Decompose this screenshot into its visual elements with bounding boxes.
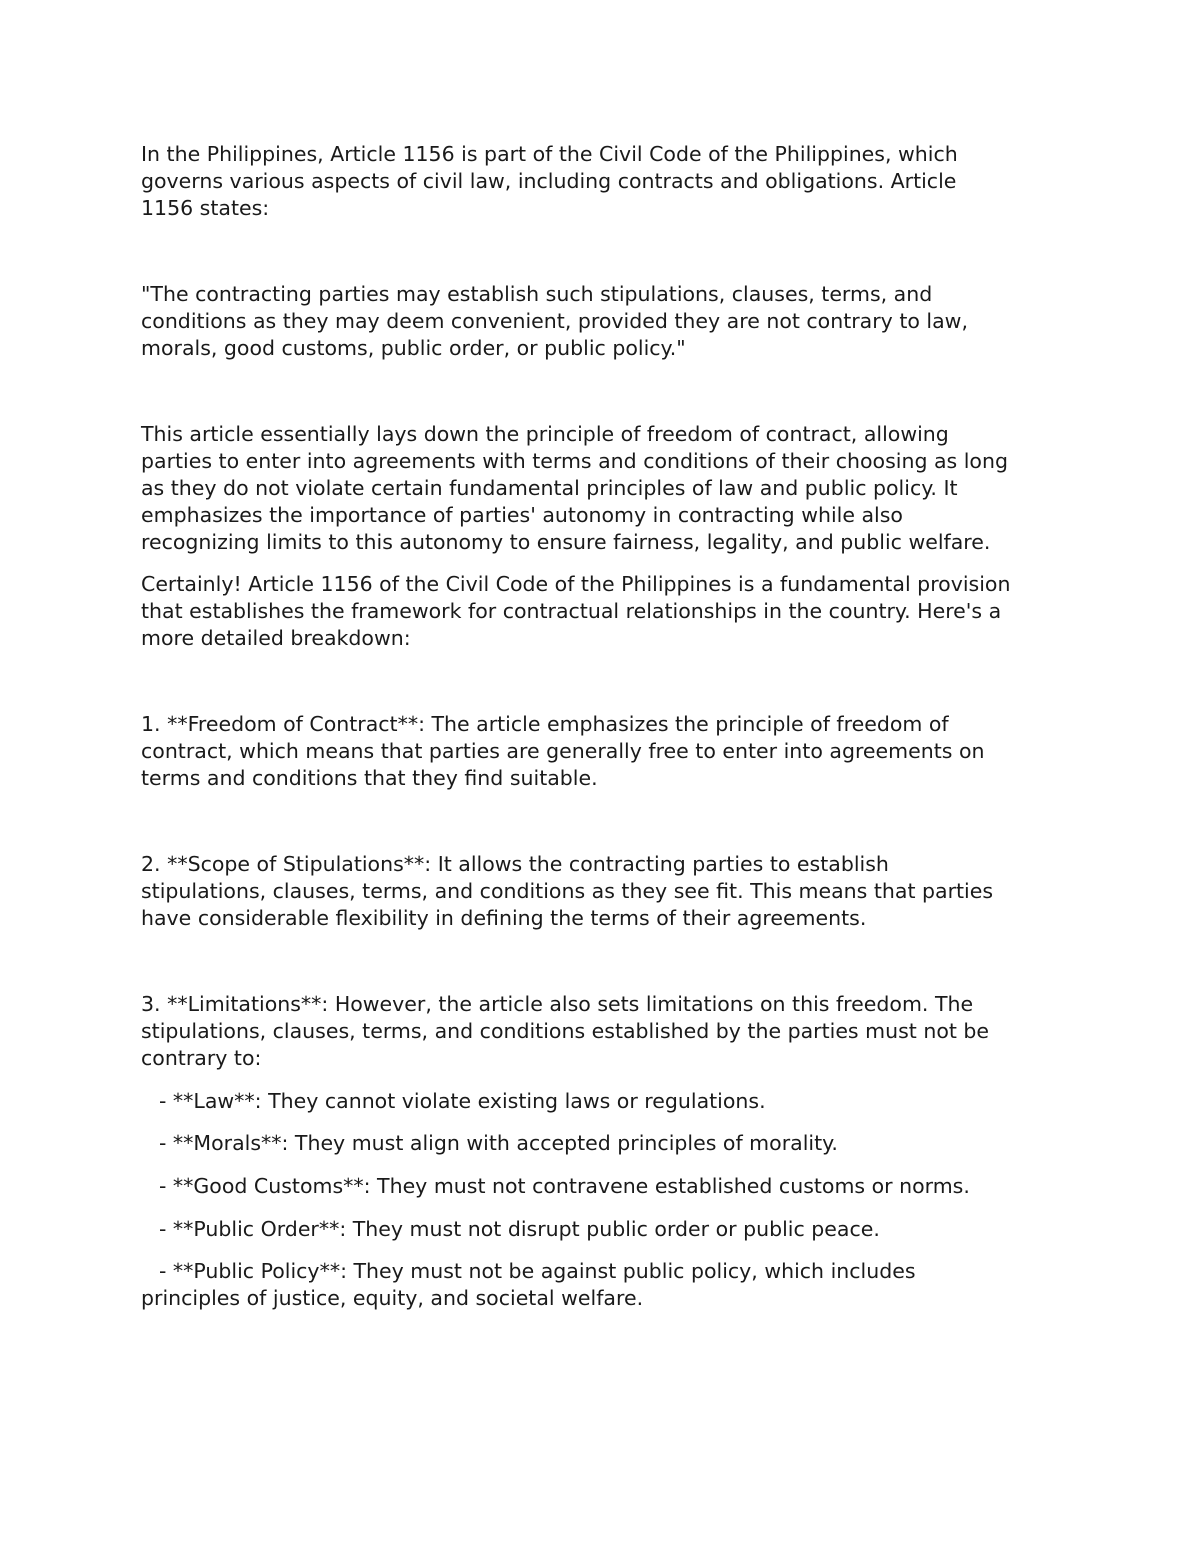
- point-2-line-1: 2. **Scope of Stipulations**: It allows the contracting parties to establish: [141, 852, 889, 876]
- explanation-line-4: emphasizes the importance of parties' autonomy in contracting while also: [141, 503, 903, 527]
- point-2-paragraph: [141, 851, 1071, 932]
- limit-public-policy-item: [141, 1258, 1071, 1312]
- point-3-line-1: 3. **Limitations**: However, the article also sets limitations on this freedom. The: [141, 992, 974, 1016]
- limit-law-text: - **Law**: They cannot violate existing laws or regulations.: [159, 1089, 766, 1113]
- limit-morals-text: - **Morals**: They must align with accepted principles of morality.: [159, 1131, 838, 1155]
- quote-line-3: morals, good customs, public order, or public policy.": [141, 336, 686, 360]
- point-1-line-1: 1. **Freedom of Contract**: The article emphasizes the principle of freedom of: [141, 712, 949, 736]
- intro-line-1: In the Philippines, Article 1156 is part of the Civil Code of the Philippines, which: [141, 142, 958, 166]
- quote-paragraph: [141, 281, 1071, 362]
- limit-public-policy-line-1: - **Public Policy**: They must not be against public policy, which includes: [159, 1259, 916, 1283]
- point-3-line-2: stipulations, clauses, terms, and conditions established by the parties must not be: [141, 1019, 990, 1043]
- explanation-line-3: as they do not violate certain fundamental principles of law and public policy. It: [141, 476, 958, 500]
- explanation-line-5: recognizing limits to this autonomy to ensure fairness, legality, and public welfare.: [141, 530, 991, 554]
- point-1-paragraph: [141, 711, 1071, 792]
- point-3-line-3: contrary to:: [141, 1046, 262, 1070]
- point-1-line-3: terms and conditions that they find suitable.: [141, 766, 598, 790]
- limit-public-order-text: - **Public Order**: They must not disrupt public order or public peace.: [159, 1217, 880, 1241]
- point-2-line-2: stipulations, clauses, terms, and conditions as they see fit. This means that parties: [141, 879, 994, 903]
- point-2-line-3: have considerable flexibility in defining the terms of their agreements.: [141, 906, 867, 930]
- explanation-line-2: parties to enter into agreements with terms and conditions of their choosing as long: [141, 449, 1008, 473]
- explanation-line-1: This article essentially lays down the principle of freedom of contract, allowing: [141, 422, 949, 446]
- intro-line-3: 1156 states:: [141, 196, 270, 220]
- limit-good-customs-item: [141, 1173, 1071, 1200]
- limit-good-customs-text: - **Good Customs**: They must not contravene established customs or norms.: [159, 1174, 970, 1198]
- point-1-line-2: contract, which means that parties are generally free to enter into agreements on: [141, 739, 985, 763]
- certainly-line-1: Certainly! Article 1156 of the Civil Code of the Philippines is a fundamental provision: [141, 572, 1011, 596]
- limit-law-item: [141, 1088, 1071, 1115]
- certainly-paragraph: [141, 571, 1071, 652]
- point-3-paragraph: [141, 991, 1071, 1072]
- certainly-line-3: more detailed breakdown:: [141, 626, 411, 650]
- quote-line-2: conditions as they may deem convenient, provided they are not contrary to law,: [141, 309, 968, 333]
- intro-paragraph: [141, 141, 1071, 222]
- limit-morals-item: [141, 1130, 1071, 1157]
- quote-line-1: "The contracting parties may establish such stipulations, clauses, terms, and: [141, 282, 933, 306]
- intro-line-2: governs various aspects of civil law, including contracts and obligations. Article: [141, 169, 957, 193]
- limit-public-policy-line-2: principles of justice, equity, and societal welfare.: [141, 1286, 644, 1310]
- limit-public-order-item: [141, 1216, 1071, 1243]
- explanation-paragraph: [141, 421, 1071, 556]
- certainly-line-2: that establishes the framework for contractual relationships in the country. Here's a: [141, 599, 1002, 623]
